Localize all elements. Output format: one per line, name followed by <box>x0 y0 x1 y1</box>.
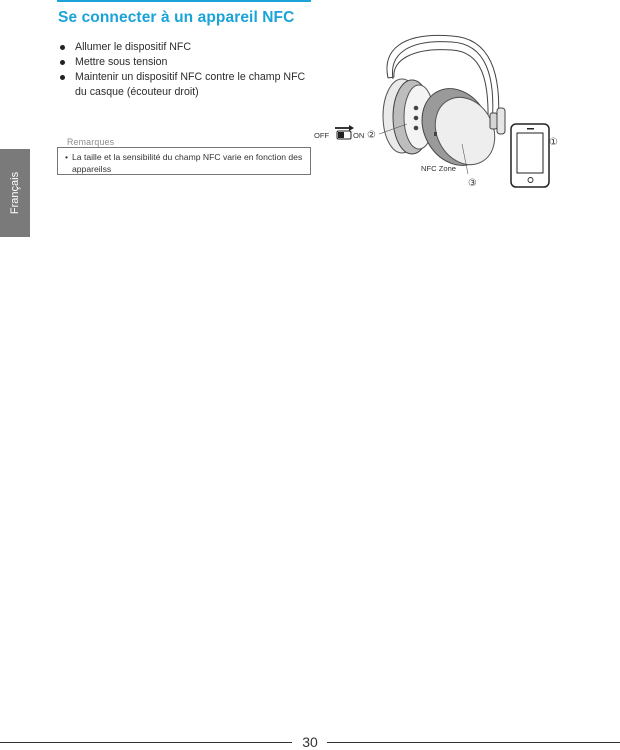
footer-rule <box>327 742 620 743</box>
page-number: 30 <box>302 734 318 750</box>
headphones-and-phone-diagram <box>312 28 567 193</box>
switch-off-label: OFF <box>314 131 330 140</box>
callout-phone: ① <box>549 137 558 148</box>
callout-nfc: ③ <box>468 178 477 189</box>
remarks-text: • La taille et la sensibilité du champ NFC varie en fonction des appareilss <box>65 151 304 175</box>
instruction-step: Allumer le dispositif NFC <box>58 40 318 55</box>
title-rule <box>57 0 311 2</box>
language-tab-label: Français <box>9 171 21 215</box>
footer-rule <box>0 742 292 743</box>
language-tab <box>0 149 30 237</box>
remarks-heading: Remarques <box>67 137 115 147</box>
remarks-box <box>57 147 311 175</box>
instruction-list <box>58 40 318 100</box>
callout-switch: ② <box>367 130 376 141</box>
smartphone-icon <box>511 124 549 187</box>
instruction-step: Maintenir un dispositif NFC contre le champ NFC du casque (écouteur droit) <box>58 70 318 100</box>
nfc-zone-label: NFC Zone <box>421 164 457 173</box>
power-switch-icon <box>335 125 354 139</box>
instruction-step: Mettre sous tension <box>58 55 318 70</box>
headphones-icon <box>383 35 506 177</box>
nfc-illustration <box>312 28 567 193</box>
switch-on-label: ON <box>353 131 365 140</box>
section-title: Se connecter à un appareil NFC <box>58 9 295 26</box>
